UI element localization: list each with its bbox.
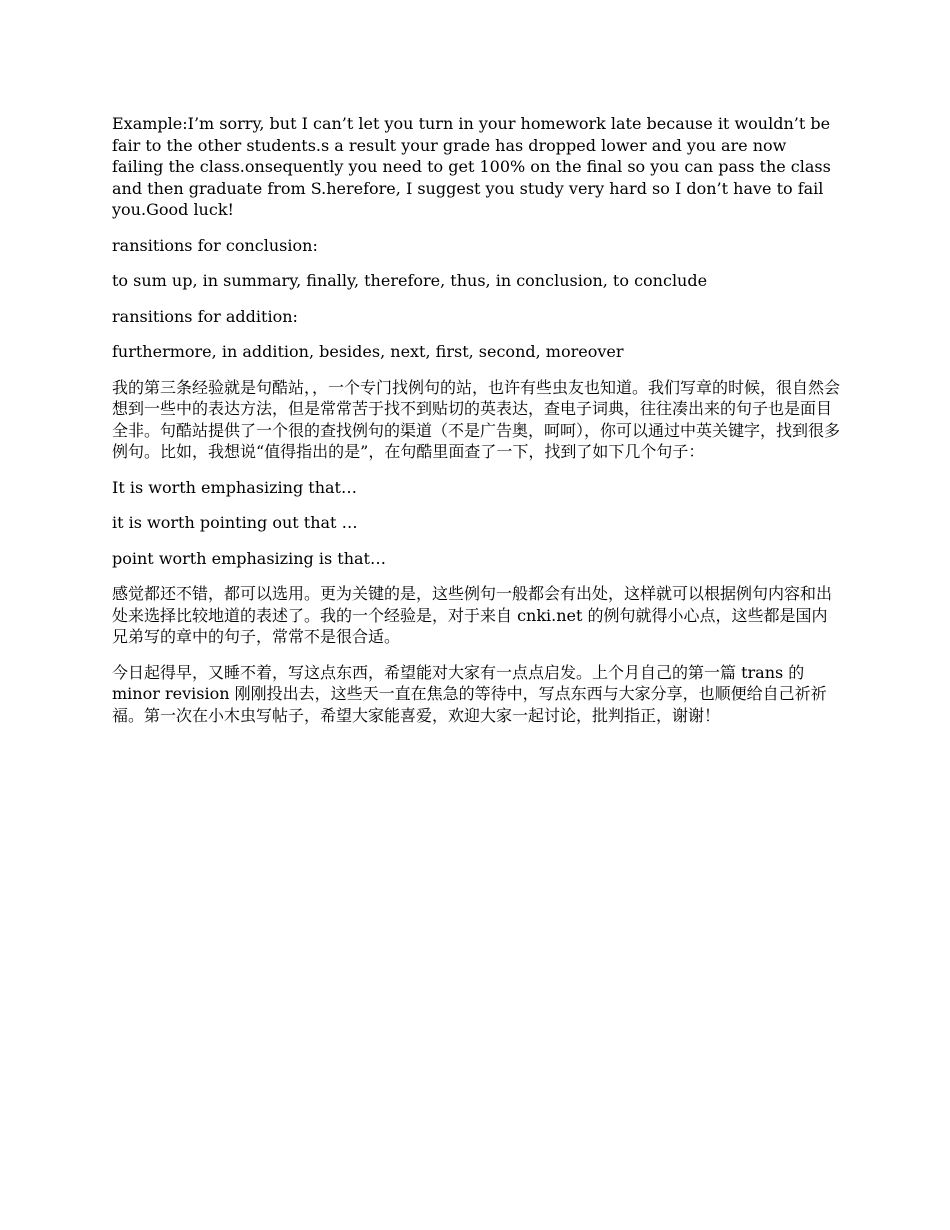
chinese-paragraph-closing: 今日起得早，又睡不着，写这点东西，希望能对大家有一点点启发。上个月自己的第一篇 trans 的 minor revision 刚刚投出去，这些天一直在焦急的等待中，写点东西与大家分享，也顺便给自己祈祈福。第一次在小木虫写帖子，希望大家能喜爱，欢迎大家一起讨论，批判指正，谢谢！ [112,662,827,725]
chinese-paragraph-sources: 感觉都还不错，都可以选用。更为关键的是，这些例句一般都会有出处，这样就可以根据例句内容和出处来选择比较地道的表述了。我的一个经验是，对于来自 cnki.net 的例句就得小心点，这些都是国内兄弟写的章中的句子，常常不是很合适。 [112,584,833,646]
example-sentence-2: it is worth pointing out that … [112,513,358,532]
conclusion-transitions-list: to sum up, in summary, finally, therefore, thus, in conclusion, to conclude [112,271,708,290]
addition-transitions-heading: ransitions for addition: [112,306,298,326]
chinese-paragraph-jukuu: 我的第三条经验就是句酷站，，一个专门找例句的站，也许有些虫友也知道。我们写章的时候，很自然会想到一些中的表达方法，但是常常苦于找不到贴切的英表达，查电子词典，往往凑出来的句子也是面目全非。句酷站提供了一个很的查找例句的渠道（不是广告奥，呵呵），你可以通过中英关键字，找到很多例句。比如，我想说“值得指出的是”，在句酷里面查了一下，找到了如下几个句子： [112,377,841,461]
example-sentence-3: point worth emphasizing is that… [112,548,386,568]
example-sentence-1: It is worth emphasizing that… [112,477,357,497]
document-body [112,113,842,740]
example-paragraph: Example:I’m sorry, but I can’t let you turn in your homework late because it wouldn’t be fair to the other students.s a result your grade has dropped lower and you are now failing the class.onsequently you need to get 100% on the final so you can pass the class and then graduate from S.herefore, I suggest you study very hard so I don’t have to fail you.Good luck! [112,114,831,219]
addition-transitions-list: furthermore, in addition, besides, next, first, second, moreover [112,342,624,361]
conclusion-transitions-heading: ransitions for conclusion: [112,235,318,255]
